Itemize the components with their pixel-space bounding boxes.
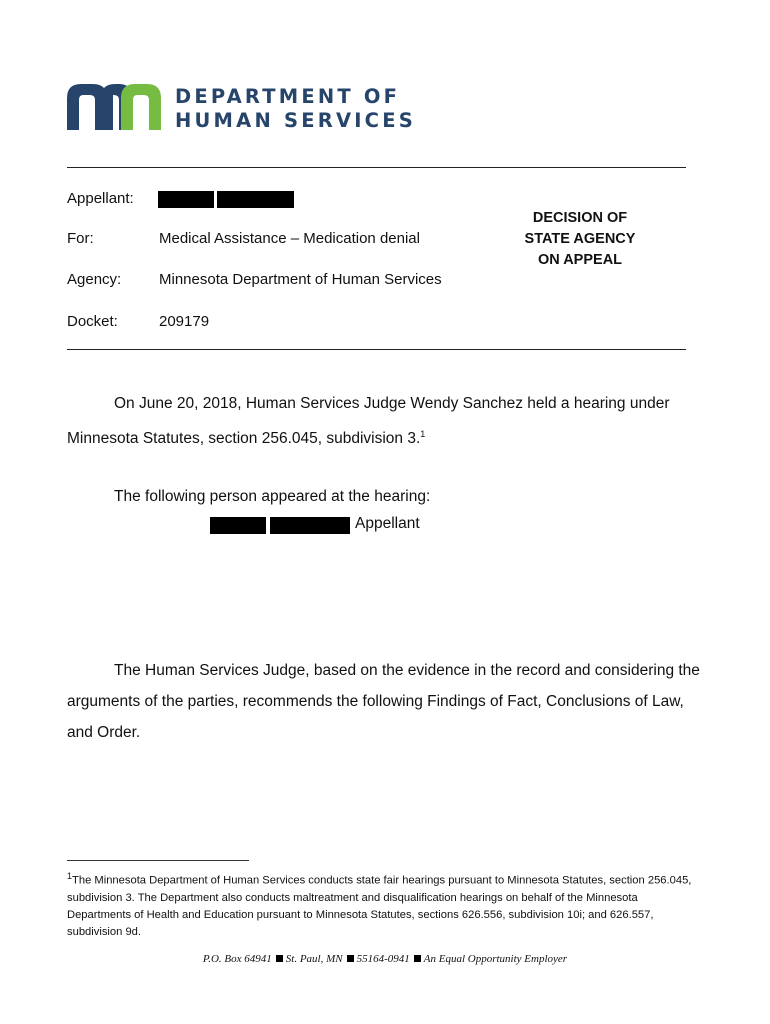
logo-wordmark — [175, 85, 416, 133]
for-value: Medical Assistance – Medication denial — [159, 230, 420, 247]
agency-label: Agency: — [67, 271, 122, 288]
header-rule-top — [67, 167, 686, 168]
footnote-mark: 1 — [67, 871, 73, 881]
docket-label: Docket: — [67, 313, 118, 330]
redaction-box — [158, 191, 214, 208]
footer-zip: 55164-0941 — [356, 953, 410, 965]
page-footer — [0, 953, 770, 965]
for-field — [67, 230, 420, 247]
hearing-paragraph — [67, 388, 707, 454]
decision-line-3: ON APPEAL — [537, 252, 623, 268]
appearance-role: Appellant — [355, 515, 420, 532]
redaction-box — [210, 517, 266, 534]
square-bullet-icon — [347, 955, 354, 962]
appearance-paragraph — [67, 481, 707, 512]
footnote-text: The Minnesota Department of Human Services conducts state fair hearings pursuant to Minnesota Statutes, section 256.045, subdivision 3. The Department also conducts maltreatment and disqualification hearings on behalf of the Minnesota Departments of Health and Education pursuant to Minnesota Statutes, sections 626.556, subdivision 10i; and 626.557, subdivision 9d. — [67, 874, 692, 938]
agency-field — [67, 271, 442, 288]
redaction-box — [270, 517, 350, 534]
footer-city: St. Paul, MN — [285, 953, 343, 965]
decision-heading — [500, 208, 660, 271]
appellant-field — [67, 190, 134, 207]
docket-field — [67, 313, 210, 330]
recommendation-text: The Human Services Judge, based on the evidence in the record and considering the arguments of the parties, recommends the following Findings of Fact, Conclusions of Law, and Order. — [67, 662, 700, 741]
agency-value: Minnesota Department of Human Services — [159, 271, 442, 288]
mn-logo-icon — [67, 84, 161, 130]
for-label: For: — [67, 230, 94, 247]
appellant-label: Appellant: — [67, 190, 134, 207]
footnote — [67, 868, 697, 941]
recommendation-paragraph — [67, 655, 707, 748]
redaction-box — [217, 191, 294, 208]
header-rule-bottom — [67, 349, 686, 350]
decision-line-1: DECISION OF — [532, 210, 628, 226]
appearance-text: The following person appeared at the hearing: — [114, 488, 431, 505]
square-bullet-icon — [276, 955, 283, 962]
square-bullet-icon — [414, 955, 421, 962]
logo-line-1: DEPARTMENT OF — [175, 85, 401, 108]
logo-line-2: HUMAN SERVICES — [175, 109, 416, 132]
decision-line-2: STATE AGENCY — [524, 231, 636, 247]
hearing-text: On June 20, 2018, Human Services Judge Wendy Sanchez held a hearing under Minnesota Statutes, section 256.045, subdivision 3. — [67, 395, 670, 448]
footnote-ref: 1 — [420, 429, 426, 439]
footer-eoe: An Equal Opportunity Employer — [423, 953, 568, 965]
dhs-logo — [67, 84, 416, 133]
docket-value: 209179 — [159, 313, 210, 330]
footnote-rule — [67, 860, 249, 861]
footer-po-box: P.O. Box 64941 — [202, 953, 272, 965]
